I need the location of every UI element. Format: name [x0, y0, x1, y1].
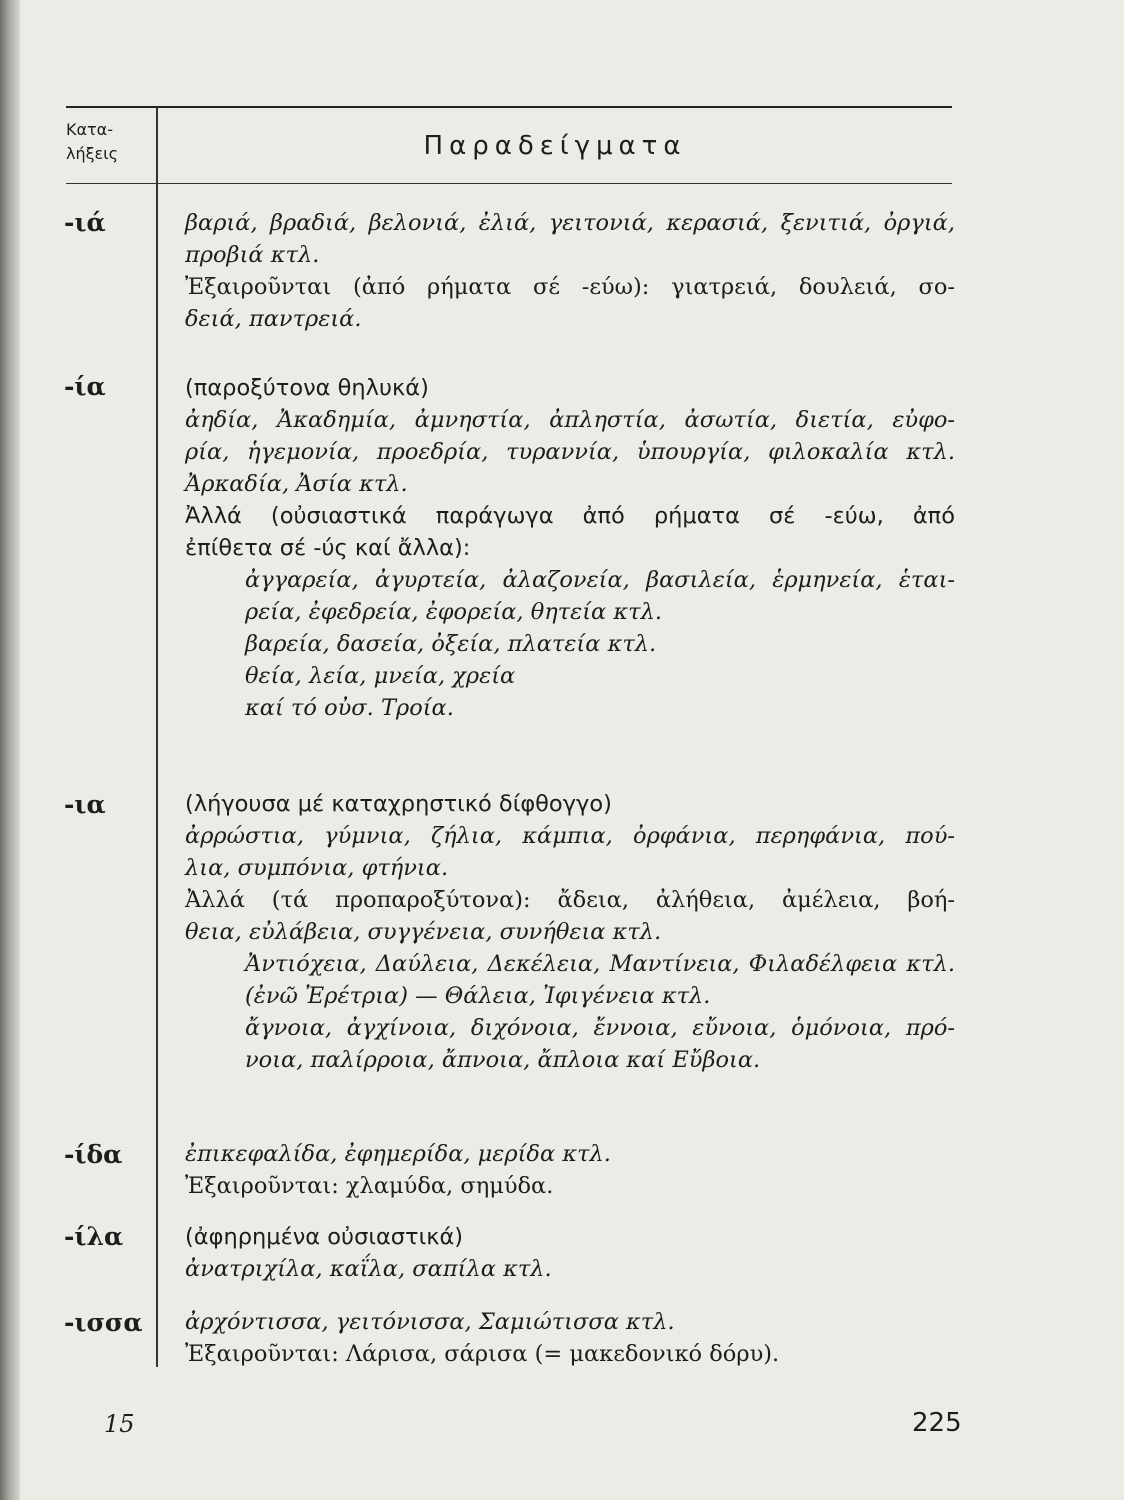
page-number: 225 — [912, 1408, 962, 1438]
example-line: βαρεία, δασεία, ὀξεία, πλατεία κτλ. — [245, 631, 657, 657]
header-endings — [66, 118, 154, 166]
example-line: θεία, λεία, μνεία, χρεία — [245, 663, 516, 689]
example-line: λια, συμπόνια, φτήνια. — [185, 855, 449, 881]
example-line: καί τό οὐσ. Τροία. — [245, 695, 454, 721]
example-line: Ἐξαιροῦνται: Λάρισα, σάρισα (= μακεδονικό δόρυ). — [185, 1341, 780, 1367]
example-line: ρία, ἡγεμονία, προεδρία, τυραννία, ὑπουργία, φιλοκαλία κτλ. — [185, 439, 955, 465]
header-examples: Παραδείγματα — [423, 131, 687, 161]
example-line: θεια, εὐλάβεια, συγγένεια, συνήθεια κτλ. — [185, 919, 662, 945]
example-line: Ἐξαιροῦνται: χλαμύδα, σημύδα. — [185, 1173, 554, 1199]
example-line: βαριά, βραδιά, βελονιά, ἐλιά, γειτονιά, κερασιά, ξενιτιά, ὀργιά, — [185, 210, 955, 236]
example-line: Ἀντιόχεια, Δαύλεια, Δεκέλεια, Μαντίνεια, Φιλαδέλφεια κτλ. — [245, 951, 955, 977]
example-line: Ἀλλά (οὐσιαστικά παράγωγα ἀπό ρήματα σέ -εύω, ἀπό — [185, 503, 955, 529]
example-line: (ἀφηρημένα οὐσιαστικά) — [185, 1224, 464, 1250]
examples-block — [185, 1306, 955, 1370]
table-top-rule — [66, 106, 952, 108]
examples-block — [185, 788, 955, 1076]
ending-label: -ίλα — [64, 1222, 124, 1251]
example-line: προβιά κτλ. — [185, 242, 320, 268]
example-line: (λήγουσα μέ καταχρηστικό δίφθογγο) — [185, 791, 612, 817]
example-line: Ἐξαιροῦνται (ἀπό ρήματα σέ -εύω): γιατρειά, δουλειά, σο- — [185, 274, 955, 300]
example-line: ἄγνοια, ἀγχίνοια, διχόνοια, ἔννοια, εὔνοια, ὁμόνοια, πρό- — [245, 1015, 955, 1041]
book-binding-edge — [0, 0, 20, 1500]
table-header-rule — [66, 183, 952, 184]
example-line: (ἐνῶ Ἐρέτρια) — Θάλεια, Ἰφιγένεια κτλ. — [245, 983, 711, 1009]
ending-label: -ιά — [64, 208, 106, 237]
example-line: ἀρχόντισσα, γειτόνισσα, Σαμιώτισσα κτλ. — [185, 1309, 675, 1335]
example-line: ἀγγαρεία, ἀγυρτεία, ἀλαζονεία, βασιλεία, ἑρμηνεία, ἑται- — [245, 567, 955, 593]
example-line: ἐπικεφαλίδα, ἐφημερίδα, μερίδα κτλ. — [185, 1141, 611, 1167]
examples-block — [185, 1221, 955, 1285]
header-endings-line: λήξεις — [66, 144, 118, 163]
example-line: ἀηδία, Ἀκαδημία, ἀμνηστία, ἀπληστία, ἀσωτία, διετία, εὐφο- — [185, 407, 955, 433]
example-line: ἐπίθετα σέ -ύς καί ἄλλα): — [185, 535, 471, 561]
ending-label: -ία — [64, 372, 106, 401]
example-line: Ἀρκαδία, Ἀσία κτλ. — [185, 471, 408, 497]
table-column-divider — [156, 107, 158, 1367]
examples-block — [185, 372, 955, 724]
ending-label: -ίδα — [64, 1140, 123, 1169]
header-endings-line: Κατα- — [66, 120, 113, 139]
example-line: ρεία, ἐφεδρεία, ἐφορεία, θητεία κτλ. — [245, 599, 663, 625]
examples-block — [185, 1138, 955, 1202]
example-line: (παροξύτονα θηλυκά) — [185, 375, 429, 401]
example-line: νοια, παλίρροια, ἄπνοια, ἄπλοια καί Εὔβοια. — [245, 1047, 761, 1073]
ending-label: -ια — [64, 790, 106, 819]
example-line: Ἀλλά (τά προπαροξύτονα): ἄδεια, ἀλήθεια, ἀμέλεια, βοή- — [185, 887, 955, 913]
example-line: δειά, παντρειά. — [185, 306, 362, 332]
examples-block — [185, 207, 955, 335]
signature-mark: 15 — [104, 1410, 135, 1438]
ending-label: -ισσα — [64, 1308, 143, 1337]
example-line: ἀρρώστια, γύμνια, ζήλια, κάμπια, ὀρφάνια, περηφάνια, πού- — [185, 823, 955, 849]
example-line: ἀνατριχίλα, καΐλα, σαπίλα κτλ. — [185, 1256, 552, 1282]
